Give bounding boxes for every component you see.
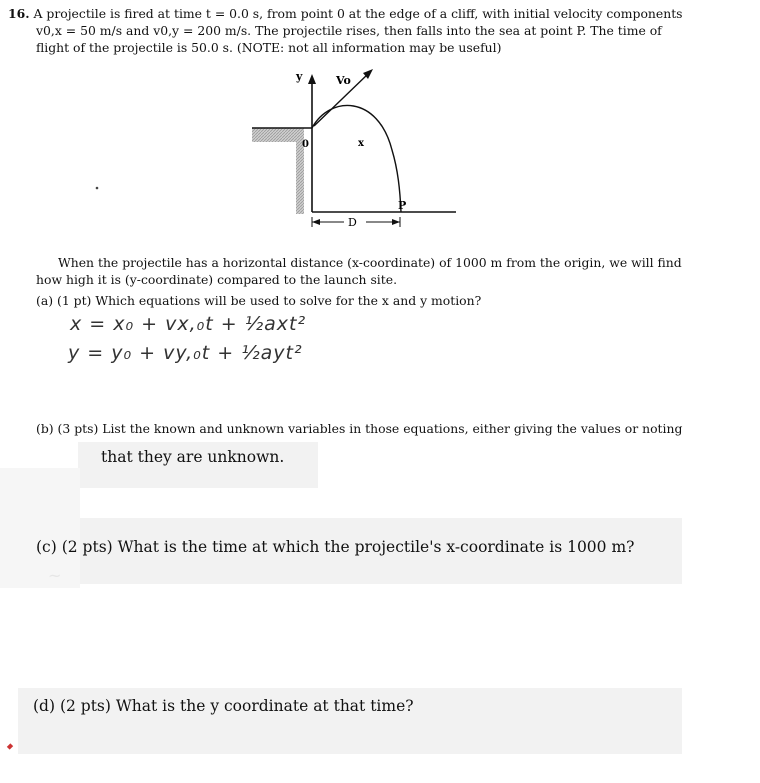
origin-label: 0: [302, 139, 309, 150]
problem-number: 16.: [8, 6, 30, 21]
part-d-question: (d) (2 pts) What is the y coordinate at that time?: [33, 697, 414, 715]
part-c-question: (c) (2 pts) What is the time at which the projectile's x-coordinate is 1000 m?: [36, 538, 635, 556]
red-mark: [7, 743, 13, 749]
y-axis-label: y: [296, 70, 303, 83]
cliff-projectile-diagram: [0, 0, 760, 260]
point-p-label: P: [398, 199, 407, 212]
x-axis-label: x: [358, 138, 364, 149]
part-b-question-line2: that they are unknown.: [101, 448, 285, 466]
initial-velocity-label: Vo: [336, 74, 351, 87]
trajectory-curve: [312, 105, 401, 212]
part-a-question: (a) (1 pt) Which equations will be used to solve for the x and y motion?: [36, 293, 482, 308]
part-b-question-line1: (b) (3 pts) List the known and unknown variables in those equations, either giving the values or noting: [36, 421, 683, 436]
part-a-answer-y: y = y₀ + vy,₀t + ½ayt²: [68, 342, 303, 364]
part-a-answer-x: x = x₀ + vx,₀t + ½axt²: [70, 313, 307, 335]
setup-line1: When the projectile has a horizontal distance (x-coordinate) of 1000 m from the origin, we will find: [58, 255, 682, 270]
problem-intro-line1: A projectile is fired at time t = 0.0 s, from point 0 at the edge of a cliff, with initial velocity components: [33, 6, 683, 21]
distance-d-label: D: [348, 216, 357, 229]
faint-bleed-text: ~: [48, 566, 62, 585]
problem-intro-line3: flight of the projectile is 50.0 s. (NOTE: not all information may be useful): [36, 40, 502, 55]
problem-intro-line2: v0,x = 50 m/s and v0,y = 200 m/s. The projectile rises, then falls into the sea at point P. The time of: [36, 23, 662, 38]
setup-line2: how high it is (y-coordinate) compared to the launch site.: [36, 272, 398, 287]
left-scan-band: [0, 468, 80, 588]
